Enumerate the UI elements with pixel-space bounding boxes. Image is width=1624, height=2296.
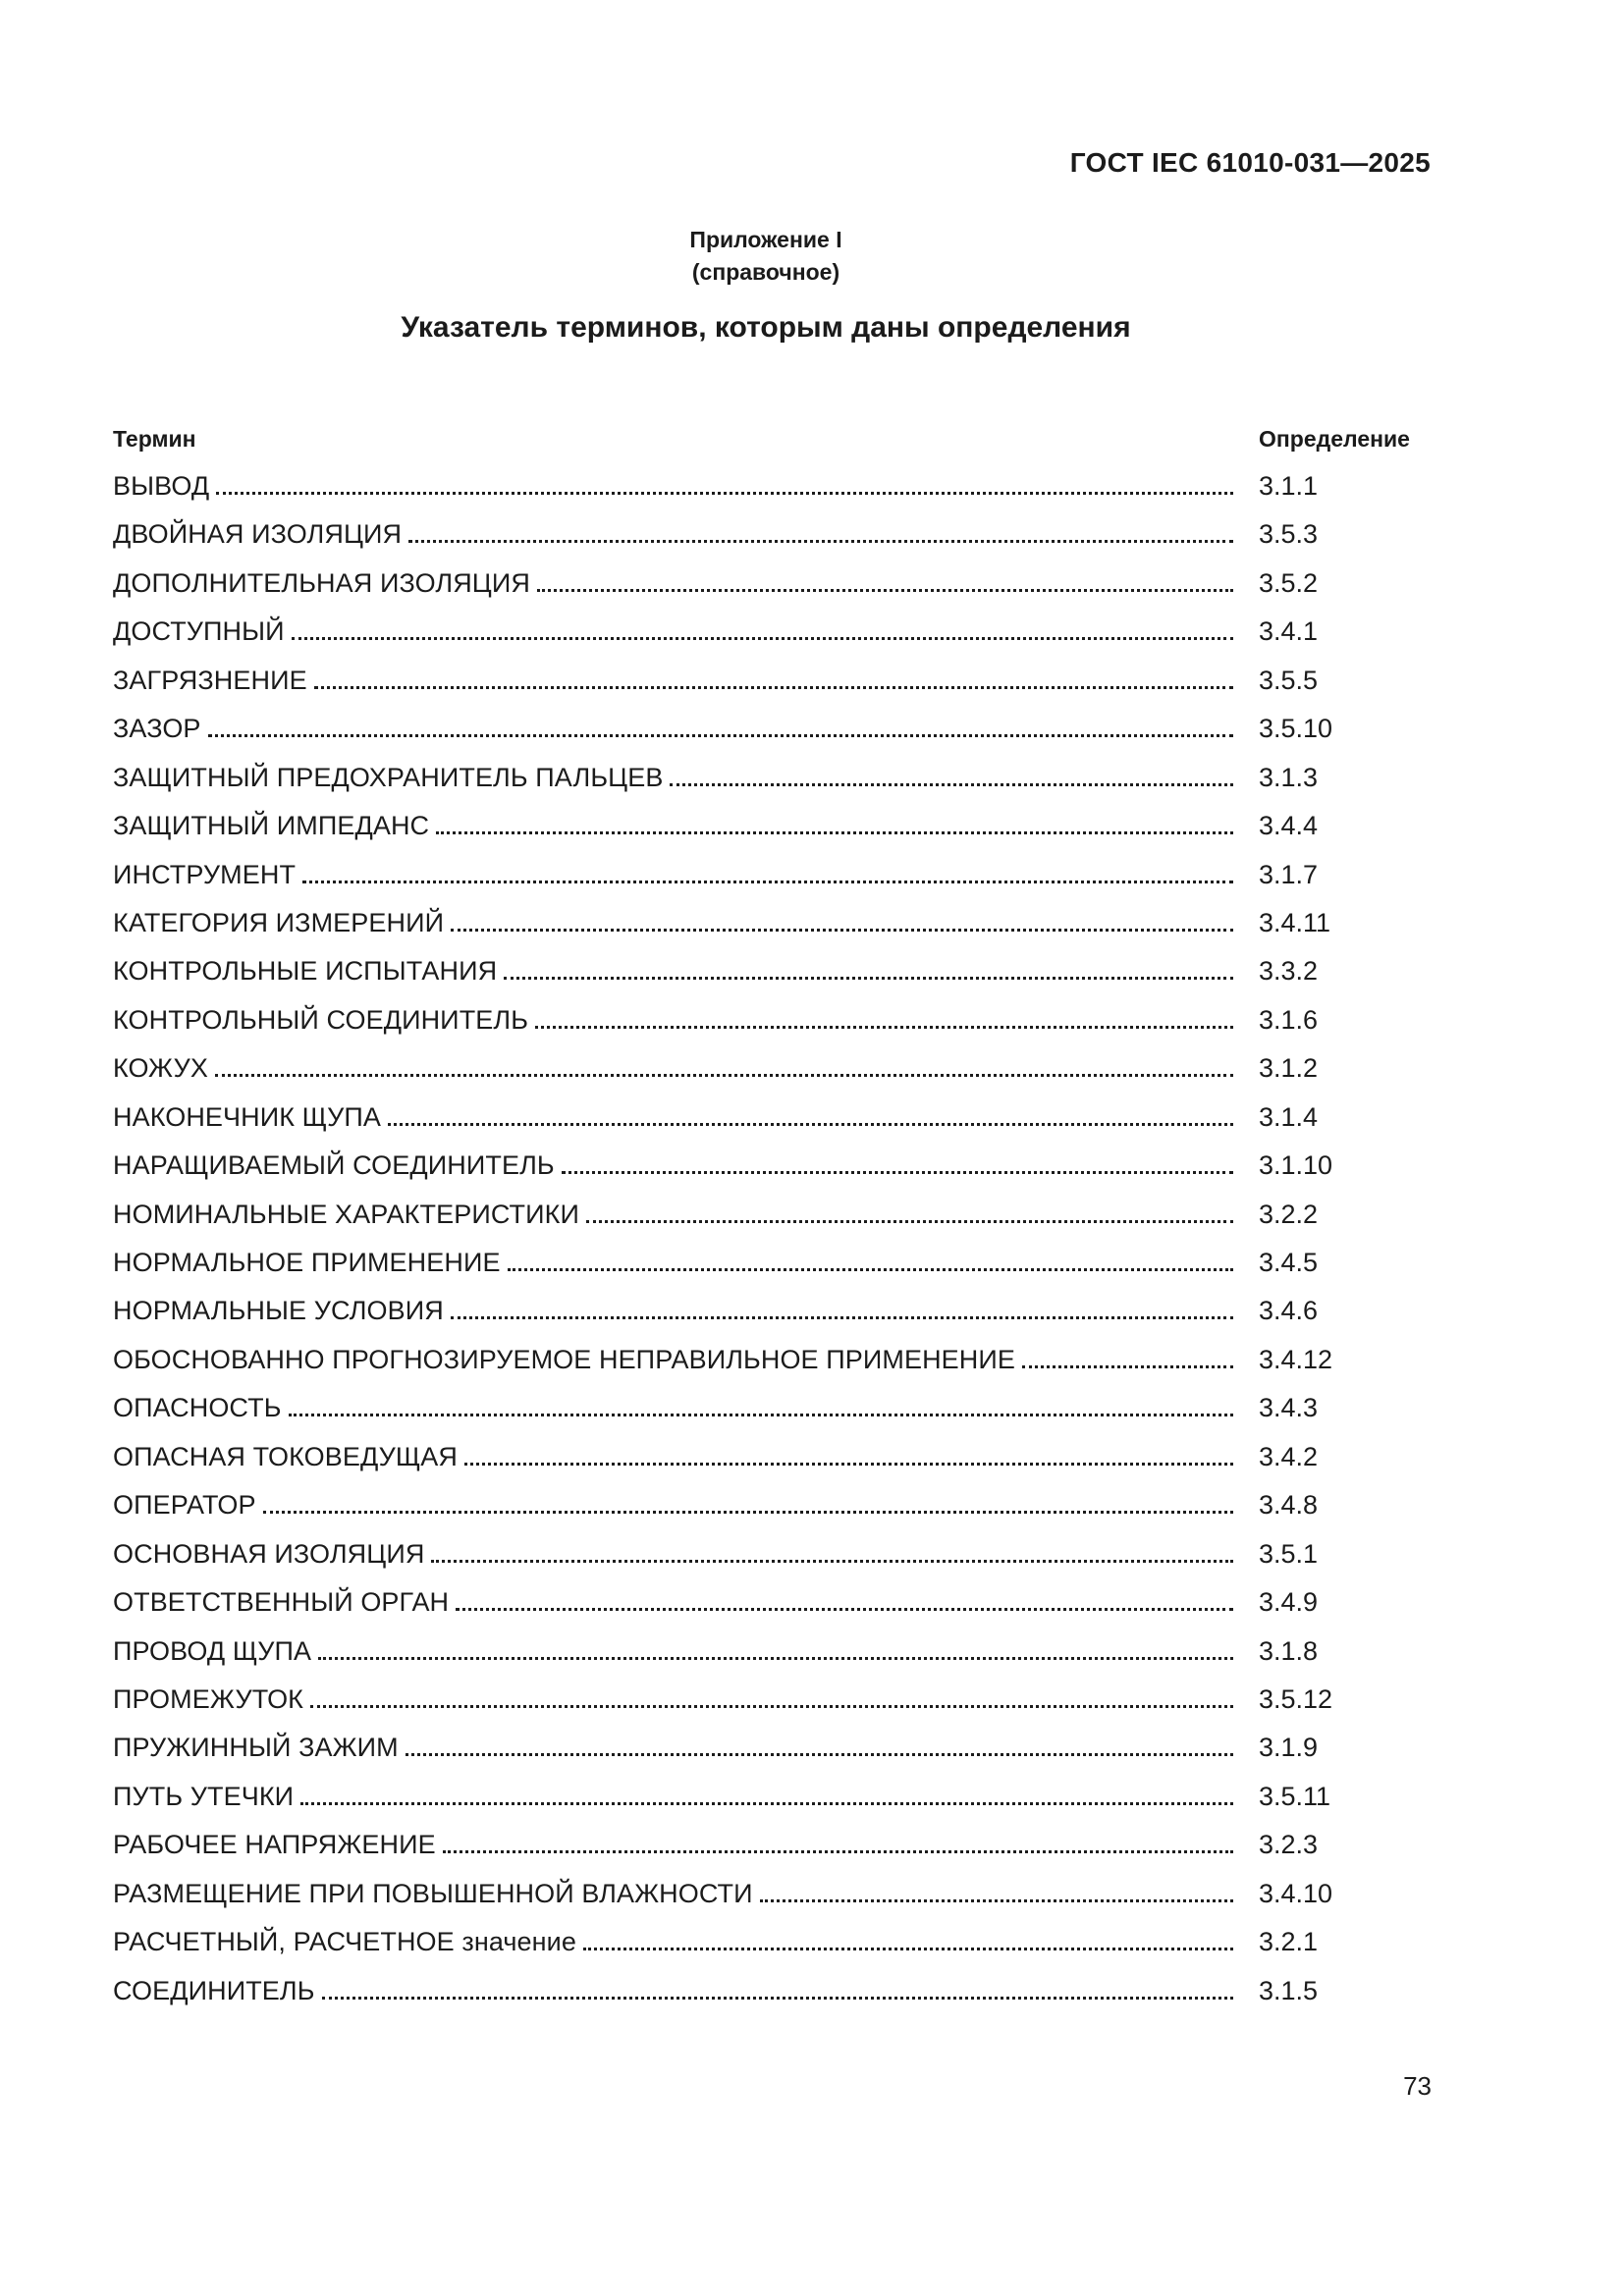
definition-ref: 3.4.11: [1259, 907, 1331, 937]
definition-ref: 3.2.2: [1259, 1199, 1319, 1229]
appendix-heading: [113, 224, 1419, 289]
term-label: ПУТЬ УТЕЧКИ: [113, 1781, 295, 1811]
term-label: ПРУЖИННЫЙ ЗАЖИМ: [113, 1733, 399, 1763]
term-label: РАЗМЕЩЕНИЕ ПРИ ПОВЫШЕННОЙ ВЛАЖНОСТИ: [113, 1878, 753, 1908]
index-row: [113, 1539, 1419, 1587]
term-label: ДВОЙНАЯ ИЗОЛЯЦИЯ: [113, 519, 403, 550]
term-label: ОПЕРАТОР: [113, 1490, 256, 1521]
dot-leader: [464, 1463, 1233, 1466]
column-header-term: Термин: [113, 426, 196, 452]
document-designation: ГОСТ IEC 61010-031—2025: [1069, 147, 1431, 178]
column-header-definition: Определение: [1259, 426, 1410, 452]
dot-leader: [292, 637, 1233, 640]
dot-leader: [451, 1316, 1233, 1319]
definition-ref: 3.5.11: [1259, 1781, 1331, 1811]
index-row: [113, 956, 1419, 1004]
index-row: [113, 1782, 1419, 1830]
definition-ref: 3.4.8: [1259, 1490, 1319, 1521]
dot-leader: [408, 540, 1233, 543]
definition-ref: 3.4.12: [1259, 1344, 1333, 1374]
definition-ref: 3.1.8: [1259, 1635, 1319, 1666]
term-label: СОЕДИНИТЕЛЬ: [113, 1975, 315, 2005]
term-label: ОБОСНОВАННО ПРОГНОЗИРУЕМОЕ НЕПРАВИЛЬНОЕ ПРИМЕНЕНИЕ: [113, 1344, 1016, 1374]
dot-leader: [289, 1414, 1233, 1416]
definition-ref: 3.5.1: [1259, 1538, 1319, 1569]
term-label: ДОПОЛНИТЕЛЬНАЯ ИЗОЛЯЦИЯ: [113, 567, 530, 598]
term-label: ПРОВОД ЩУПА: [113, 1635, 312, 1666]
page-number: 73: [1403, 2071, 1432, 2101]
index-row: [113, 1830, 1419, 1878]
index-row: [113, 1296, 1419, 1344]
index-row: [113, 1684, 1419, 1733]
index-row: [113, 1442, 1419, 1490]
term-label: НОРМАЛЬНОЕ ПРИМЕНЕНИЕ: [113, 1248, 501, 1277]
index-row: [113, 1927, 1419, 1975]
index-row: [113, 1490, 1419, 1538]
index-row: [113, 1587, 1419, 1635]
index-row: [113, 1879, 1419, 1927]
dot-leader: [670, 783, 1233, 786]
dot-leader: [562, 1171, 1233, 1174]
definition-ref: 3.1.1: [1259, 471, 1319, 501]
page-title: Указатель терминов, которым даны определения: [401, 311, 1131, 344]
index-row: [113, 1636, 1419, 1684]
definition-ref: 3.5.12: [1259, 1683, 1333, 1714]
definition-ref: 3.4.5: [1259, 1248, 1319, 1277]
definition-ref: 3.4.2: [1259, 1441, 1319, 1471]
definition-ref: 3.4.9: [1259, 1587, 1319, 1618]
term-label: ЗАГРЯЗНЕНИЕ: [113, 665, 307, 695]
term-label: НАКОНЕЧНИК ЩУПА: [113, 1101, 381, 1132]
term-label: НОРМАЛЬНЫЕ УСЛОВИЯ: [113, 1296, 444, 1326]
index-row: [113, 666, 1419, 714]
term-label: ОСНОВНАЯ ИЗОЛЯЦИЯ: [113, 1538, 425, 1569]
index-row: [113, 811, 1419, 859]
dot-leader: [760, 1899, 1233, 1902]
dot-leader: [314, 686, 1233, 689]
term-label: ЗАЗОР: [113, 714, 201, 744]
definition-ref: 3.5.10: [1259, 714, 1333, 744]
dot-leader: [508, 1268, 1233, 1271]
dot-leader: [388, 1123, 1233, 1126]
definition-ref: 3.1.6: [1259, 1004, 1319, 1035]
dot-leader: [263, 1511, 1233, 1514]
dot-leader: [436, 831, 1233, 834]
definition-ref: 3.4.4: [1259, 811, 1319, 841]
term-label: КОНТРОЛЬНЫЕ ИСПЫТАНИЯ: [113, 956, 498, 987]
index-row: [113, 908, 1419, 956]
appendix-label: Приложение I: [689, 227, 842, 252]
definition-ref: 3.4.1: [1259, 616, 1319, 647]
dot-leader: [215, 1074, 1233, 1077]
dot-leader: [431, 1560, 1233, 1563]
dot-leader: [318, 1657, 1233, 1660]
dot-leader: [216, 492, 1233, 495]
index-column-headers: [113, 425, 1419, 454]
definition-ref: 3.1.2: [1259, 1053, 1319, 1084]
term-label: ОТВЕТСТВЕННЫЙ ОРГАН: [113, 1587, 450, 1618]
dot-leader: [456, 1608, 1233, 1611]
dot-leader: [1022, 1365, 1233, 1368]
definition-ref: 3.5.5: [1259, 665, 1319, 695]
definition-ref: 3.2.3: [1259, 1830, 1319, 1860]
definition-ref: 3.1.10: [1259, 1150, 1333, 1181]
dot-leader: [451, 929, 1233, 932]
definition-ref: 3.4.3: [1259, 1393, 1319, 1423]
term-label: ДОСТУПНЫЙ: [113, 616, 285, 647]
terms-index-list: [113, 471, 1419, 2024]
term-label: ЗАЩИТНЫЙ ПРЕДОХРАНИТЕЛЬ ПАЛЬЦЕВ: [113, 762, 664, 792]
index-row: [113, 568, 1419, 616]
index-row: [113, 1102, 1419, 1150]
index-row: [113, 616, 1419, 665]
index-row: [113, 519, 1419, 567]
index-row: [113, 471, 1419, 519]
definition-ref: 3.2.1: [1259, 1927, 1319, 1957]
term-label: ОПАСНАЯ ТОКОВЕДУЩАЯ: [113, 1441, 459, 1471]
dot-leader: [586, 1220, 1233, 1223]
term-label: ПРОМЕЖУТОК: [113, 1683, 304, 1714]
term-label: РАБОЧЕЕ НАПРЯЖЕНИЕ: [113, 1830, 436, 1860]
term-label: ЗАЩИТНЫЙ ИМПЕДАНС: [113, 811, 430, 841]
term-label: КАТЕГОРИЯ ИЗМЕРЕНИЙ: [113, 907, 445, 937]
definition-ref: 3.1.9: [1259, 1733, 1319, 1763]
definition-ref: 3.4.6: [1259, 1296, 1319, 1326]
appendix-kind: (справочное): [691, 259, 840, 285]
index-row: [113, 1393, 1419, 1441]
definition-ref: 3.1.4: [1259, 1101, 1319, 1132]
dot-leader: [300, 1802, 1233, 1805]
index-row: [113, 860, 1419, 908]
index-row: [113, 1345, 1419, 1393]
term-label: ВЫВОД: [113, 471, 210, 501]
index-row: [113, 1248, 1419, 1296]
dot-leader: [302, 881, 1233, 883]
index-row: [113, 1976, 1419, 2024]
definition-ref: 3.1.5: [1259, 1975, 1319, 2005]
term-label: КОНТРОЛЬНЫЙ СОЕДИНИТЕЛЬ: [113, 1004, 529, 1035]
term-label: РАСЧЕТНЫЙ, РАСЧЕТНОЕ значение: [113, 1927, 576, 1957]
dot-leader: [537, 589, 1233, 592]
dot-leader: [443, 1850, 1233, 1853]
index-row: [113, 1200, 1419, 1248]
index-row: [113, 1733, 1419, 1781]
term-label: КОЖУХ: [113, 1053, 209, 1084]
definition-ref: 3.5.2: [1259, 567, 1319, 598]
definition-ref: 3.5.3: [1259, 519, 1319, 550]
dot-leader: [583, 1948, 1233, 1950]
index-row: [113, 1150, 1419, 1199]
dot-leader: [208, 734, 1233, 737]
dot-leader: [310, 1705, 1233, 1708]
term-label: НОМИНАЛЬНЫЕ ХАРАКТЕРИСТИКИ: [113, 1199, 579, 1229]
definition-ref: 3.1.3: [1259, 762, 1319, 792]
index-row: [113, 1053, 1419, 1101]
definition-ref: 3.3.2: [1259, 956, 1319, 987]
dot-leader: [504, 977, 1233, 980]
term-label: ИНСТРУМЕНТ: [113, 859, 297, 889]
index-row: [113, 1005, 1419, 1053]
index-row: [113, 714, 1419, 762]
term-label: НАРАЩИВАЕМЫЙ СОЕДИНИТЕЛЬ: [113, 1150, 555, 1181]
dot-leader: [322, 1997, 1233, 2000]
definition-ref: 3.1.7: [1259, 859, 1319, 889]
dot-leader: [535, 1026, 1233, 1029]
term-label: ОПАСНОСТЬ: [113, 1393, 282, 1423]
dot-leader: [406, 1753, 1233, 1756]
index-row: [113, 763, 1419, 811]
definition-ref: 3.4.10: [1259, 1878, 1333, 1908]
